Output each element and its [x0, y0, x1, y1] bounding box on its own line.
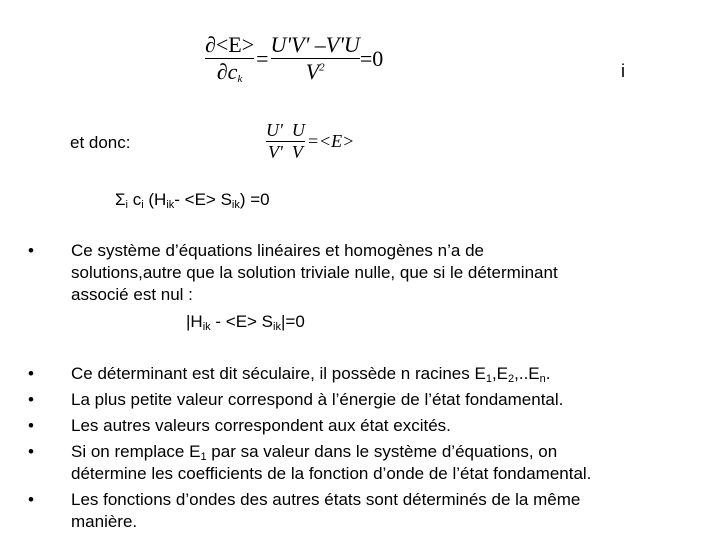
eq1-equals-zero: =0 — [359, 45, 384, 71]
eq1-rhs-fraction — [271, 32, 360, 85]
bullet-1-line-1: Ce système d’équations linéaires et homogènes n’a de — [71, 241, 484, 260]
bullet-2-text: Ce déterminant est dit séculaire, il possède n racines $E_1,E_2,..E_n$. — [71, 364, 551, 385]
equation-derivative — [205, 32, 383, 85]
eq2-fraction — [266, 120, 305, 163]
eq2-denominator: V' V — [268, 142, 303, 162]
bullet-1-line-3: associé est nul : — [71, 285, 193, 304]
eq1-lhs-numerator: ∂<E> — [205, 32, 255, 57]
equation-ratio — [266, 120, 354, 163]
eq2-rhs: =<E> — [306, 131, 355, 151]
sum-equation: $\Sigma_i$ $c_i$ $(H_{ik}- <E> S_{ik}) =0$ — [115, 190, 270, 211]
bullet-marker: • — [28, 442, 34, 461]
eq1-equals: = — [256, 45, 269, 71]
bullet-5-line-2: détermine les coefficients de la fonction d’onde de l’état fondamental. — [71, 464, 592, 483]
bullet-marker: • — [28, 416, 34, 435]
et-donc-label: et donc: — [70, 133, 131, 152]
bullet-marker: • — [28, 241, 34, 260]
bullet-marker: • — [28, 364, 34, 383]
bullet-1-line-2: solutions,autre que la solution triviale nulle, que si le déterminant — [71, 263, 558, 282]
bullet-6-line-2: manière. — [71, 512, 138, 531]
eq1-lhs-denominator: $\partial c_k$ — [216, 59, 243, 85]
eq1-rhs-numerator: U'V' –V'U — [270, 32, 360, 57]
determinant-equation: $|H_{ik} - <E> S_{ik}|=0$ — [186, 312, 305, 333]
bullet-5-line-1: Si on remplace $E_1$ par sa valeur dans le système d’équations, on — [71, 442, 558, 463]
bullet-6-line-1: Les fonctions d’ondes des autres états sont déterminés de la même — [71, 490, 581, 509]
bullet-marker: • — [28, 490, 34, 509]
bullet-4-text: Les autres valeurs correspondent aux état excités. — [71, 416, 451, 435]
eq1-rhs-denominator: $V^2$ — [305, 59, 325, 84]
eq1-lhs-fraction — [205, 32, 254, 85]
eq2-numerator: U' U — [266, 120, 305, 140]
bullet-3-text: La plus petite valeur correspond à l’énergie de l’état fondamental. — [71, 390, 564, 409]
bullet-marker: • — [28, 390, 34, 409]
eq1-side-label: i — [621, 61, 625, 81]
